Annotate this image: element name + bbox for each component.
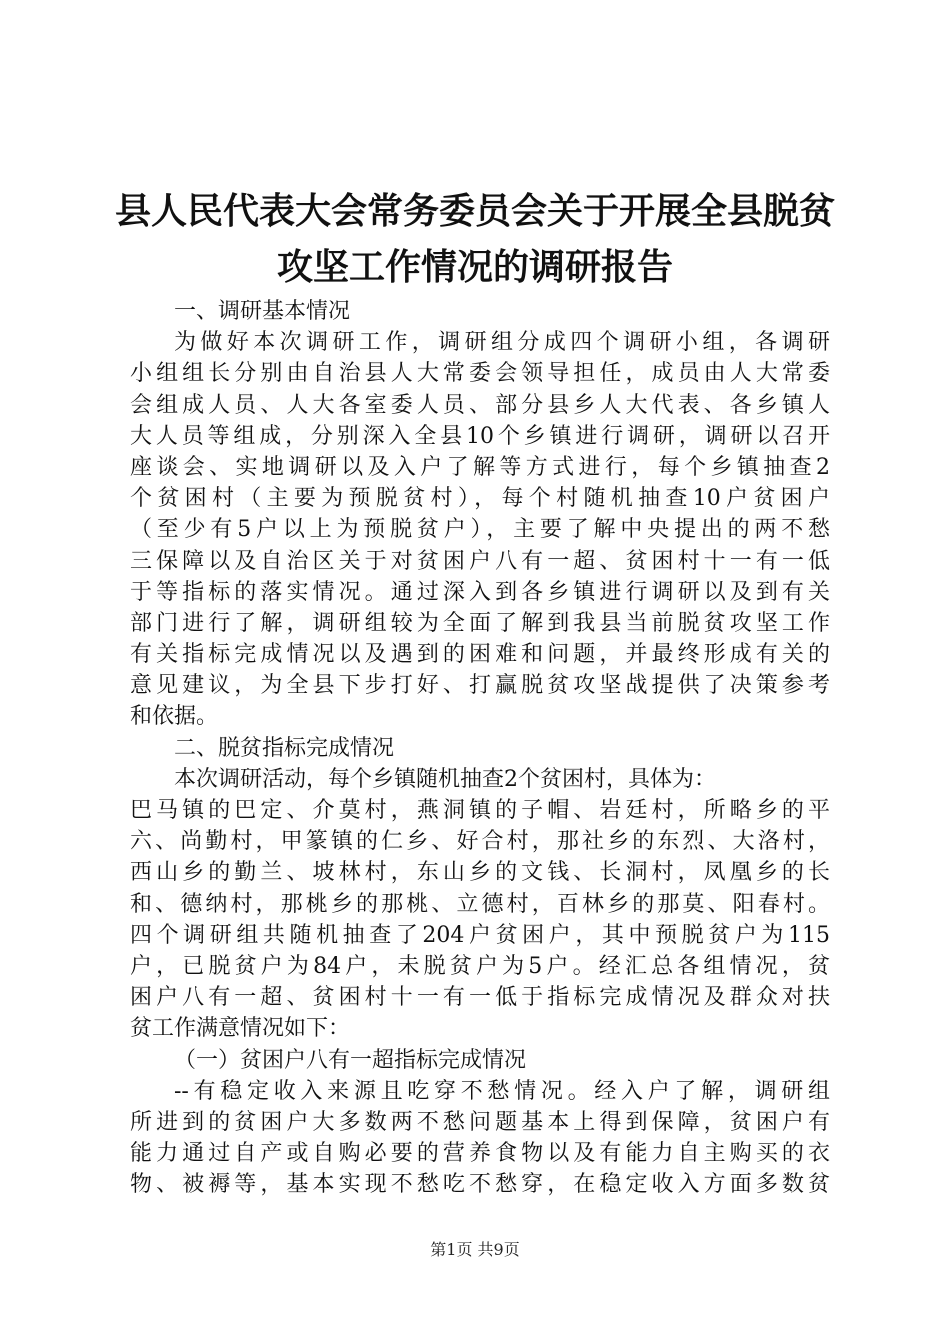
section-heading-1: 一、调研基本情况 — [174, 299, 351, 324]
paragraph-line: 贫工作满意情况如下： — [130, 1016, 351, 1042]
paragraph-line: 三保障以及自治区关于对贫困户八有一超、贫困村十一有一低 — [130, 548, 830, 574]
paragraph-line: 座谈会、实地调研以及入户了解等方式进行，每个乡镇抽查2 — [130, 454, 830, 480]
document-title-line-1: 县人民代表大会常务委员会关于开展全县脱贫 — [114, 190, 835, 232]
paragraph-line: 个贫困村（主要为预脱贫村），每个村随机抽查10户贫困户 — [130, 486, 830, 512]
section-heading-2: 二、脱贫指标完成情况 — [174, 735, 395, 761]
paragraph-line: 意见建议，为全县下步打好、打赢脱贫攻坚战提供了决策参考 — [130, 673, 830, 699]
paragraph-line: 有关指标完成情况以及遇到的困难和问题，并最终形成有关的 — [130, 642, 830, 668]
paragraph-line: 本次调研活动，每个乡镇随机抽查2个贫困村，具体为： — [174, 766, 716, 792]
paragraph-line: --有稳定收入来源且吃穿不愁情况。经入户了解，调研组 — [174, 1078, 830, 1104]
paragraph-line: 户，已脱贫户为84户，未脱贫户为5户。经汇总各组情况，贫 — [130, 953, 830, 979]
document-body — [130, 296, 830, 1200]
paragraph-line: 四个调研组共随机抽查了204户贫困户，其中预脱贫户为115 — [130, 922, 830, 948]
paragraph-line: 和依据。 — [130, 704, 219, 730]
paragraph-line: 和、德纳村，那桃乡的那桃、立德村，百林乡的那莫、阳春村。 — [130, 891, 830, 917]
paragraph-line: 会组成人员、人大各室委人员、部分县乡人大代表、各乡镇人 — [130, 392, 830, 418]
paragraph-line: 大人员等组成，分别深入全县10个乡镇进行调研，调研以召开 — [130, 423, 830, 449]
paragraph-line: 为做好本次调研工作，调研组分成四个调研小组，各调研 — [174, 330, 830, 356]
paragraph-line: 困户八有一超、贫困村十一有一低于指标完成情况及群众对扶 — [130, 985, 830, 1011]
paragraph-line: 小组组长分别由自治县人大常委会领导担任，成员由人大常委 — [130, 361, 830, 387]
paragraph-line: 能力通过自产或自购必要的营养食物以及有能力自主购买的衣 — [130, 1141, 830, 1167]
paragraph-line: 部门进行了解，调研组较为全面了解到我县当前脱贫攻坚工作 — [130, 610, 830, 636]
paragraph-line: （至少有5户以上为预脱贫户），主要了解中央提出的两不愁 — [130, 517, 830, 543]
page-number-footer: 第1页 共9页 — [430, 1240, 520, 1259]
paragraph-line: 所进到的贫困户大多数两不愁问题基本上得到保障，贫困户有 — [130, 1109, 830, 1135]
paragraph-line: 巴马镇的巴定、介莫村，燕洞镇的子帽、岩廷村，所略乡的平 — [130, 798, 830, 823]
paragraph-line: 六、尚勤村，甲篆镇的仁乡、好合村，那社乡的东烈、大洛村， — [130, 829, 830, 855]
paragraph-line: 物、被褥等，基本实现不愁吃不愁穿，在稳定收入方面多数贫 — [130, 1172, 830, 1198]
document-title-line-2: 攻坚工作情况的调研报告 — [276, 246, 673, 288]
paragraph-line: 西山乡的勤兰、坡林村，东山乡的文钱、长洞村，凤凰乡的长 — [130, 860, 830, 886]
paragraph-line: 于等指标的落实情况。通过深入到各乡镇进行调研以及到有关 — [130, 579, 830, 605]
subsection-heading-1: （一）贫困户八有一超指标完成情况 — [174, 1047, 527, 1073]
